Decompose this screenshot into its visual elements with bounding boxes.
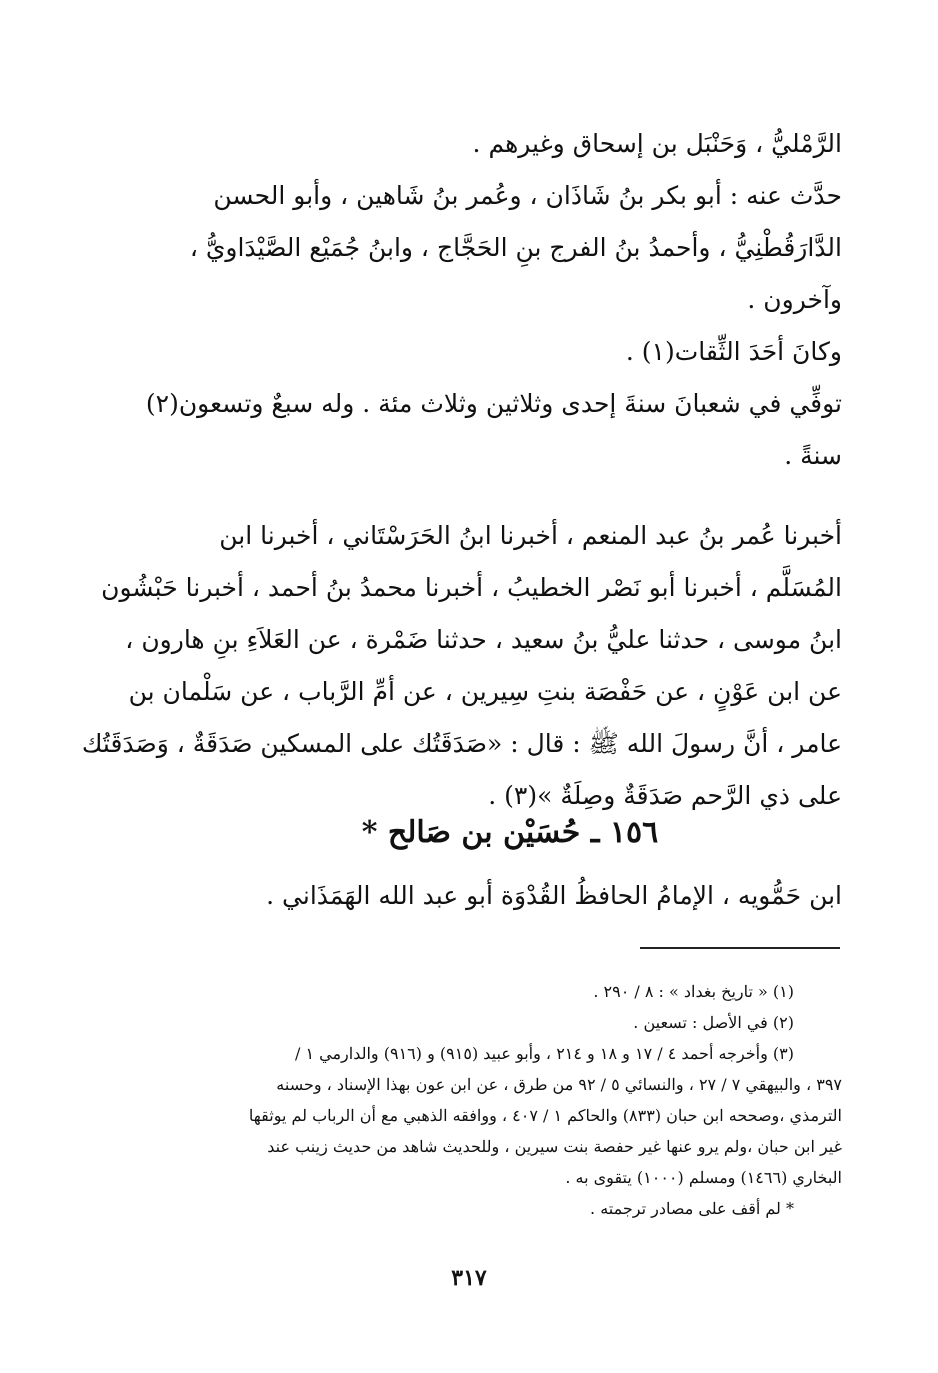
page-number: ٣١٧ [451,1265,487,1291]
footnote-3-continued: غير ابن حبان ،ولم يرو عنها غير حفصة بنت سيرين ، وللحديث شاهد من حديث زينب عند [267,1137,842,1156]
text-line: توفِّي في شعبانَ سنةَ إحدى وثلاثين وثلاث مئة . وله سبعٌ وتسعون(٢) [145,389,842,418]
text-line: الدَّارَقُطْنِيُّ ، وأحمدُ بنُ الفرج بنِ الحَجَّاج ، وابنُ جُمَيْع الصَّيْدَاويُّ ، [189,233,842,262]
footnote-3-continued: الترمذي ،وصححه ابن حبان (٨٣٣) والحاكم ١ / ٤٠٧ ، ووافقه الذهبي مع أن الرباب لم يوثقها [248,1106,842,1125]
hadith-line: ابنُ موسى ، حدثنا عليُّ بنُ سعيد ، حدثنا ضَمْرة ، عن العَلاَءِ بنِ هارون ، [125,625,842,654]
footnote-3: (٣) وأخرجه أحمد ٤ / ١٧ و ١٨ و ٢١٤ ، وأبو عبيد (٩١٥) و (٩١٦) والدارمي ١ / [294,1044,794,1063]
text-line: حدَّث عنه : أبو بكر بنُ شَاذَان ، وعُمر بنُ شَاهين ، وأبو الحسن [213,181,842,210]
footnote-3-continued: البخاري (١٤٦٦) ومسلم (١٠٠٠) يتقوى به . [565,1168,842,1187]
text-line: الرَّمْليُّ ، وَحَنْبَل بن إسحاق وغيرهم . [472,129,842,158]
footnote-2: (٢) في الأصل : تسعين . [633,1013,794,1032]
hadith-line: أخبرنا عُمر بنُ عبد المنعم ، أخبرنا ابنُ الحَرَسْتَاني ، أخبرنا ابن [219,521,842,550]
entry-heading: ١٥٦ ـ حُسَيْن بن صَالح * [361,815,659,850]
footnote-3-continued: ٣٩٧ ، والبيهقي ٧ / ٢٧ ، والنسائي ٥ / ٩٢ من طرق ، عن ابن عون بهذا الإسناد ، وحسنه [276,1075,842,1094]
main-text [81,118,842,822]
footnote-star: * لم أقف على مصادر ترجمته . [590,1199,794,1218]
footnote-1: (١) « تاريخ بغداد » : ٨ / ٢٩٠ . [593,982,794,1001]
hadith-line: عامر ، أنَّ رسولَ الله ﷺ : قال : «صَدَقَتُك على المسكين صَدَقَةٌ ، وَصَدَقَتُك [81,729,842,758]
hadith-line: عن ابن عَوْنٍ ، عن حَفْصَة بنتِ سِيرين ، عن أمِّ الرَّباب ، عن سَلْمان بن [128,677,842,706]
footnote-divider [640,947,840,949]
paragraph-gap [178,482,842,510]
hadith-line: على ذي الرَّحم صَدَقَةٌ وصِلَةٌ »(٣) . [488,781,842,810]
text-line: سنةً . [784,441,842,470]
hadith-line: المُسَلَّم ، أخبرنا أبو نَصْر الخطيبُ ، أخبرنا محمدُ بنُ أحمد ، أخبرنا حَبْشُون [101,573,842,602]
text-line: وآخرون . [747,285,842,314]
text-line: وكانَ أحَدَ الثِّقات(١) . [625,337,842,366]
footnotes [178,976,842,1224]
entry-lineage: ابن حَمُّويه ، الإمامُ الحافظُ القُدْوَة أبو عبد الله الهَمَذَاني . [266,881,842,910]
